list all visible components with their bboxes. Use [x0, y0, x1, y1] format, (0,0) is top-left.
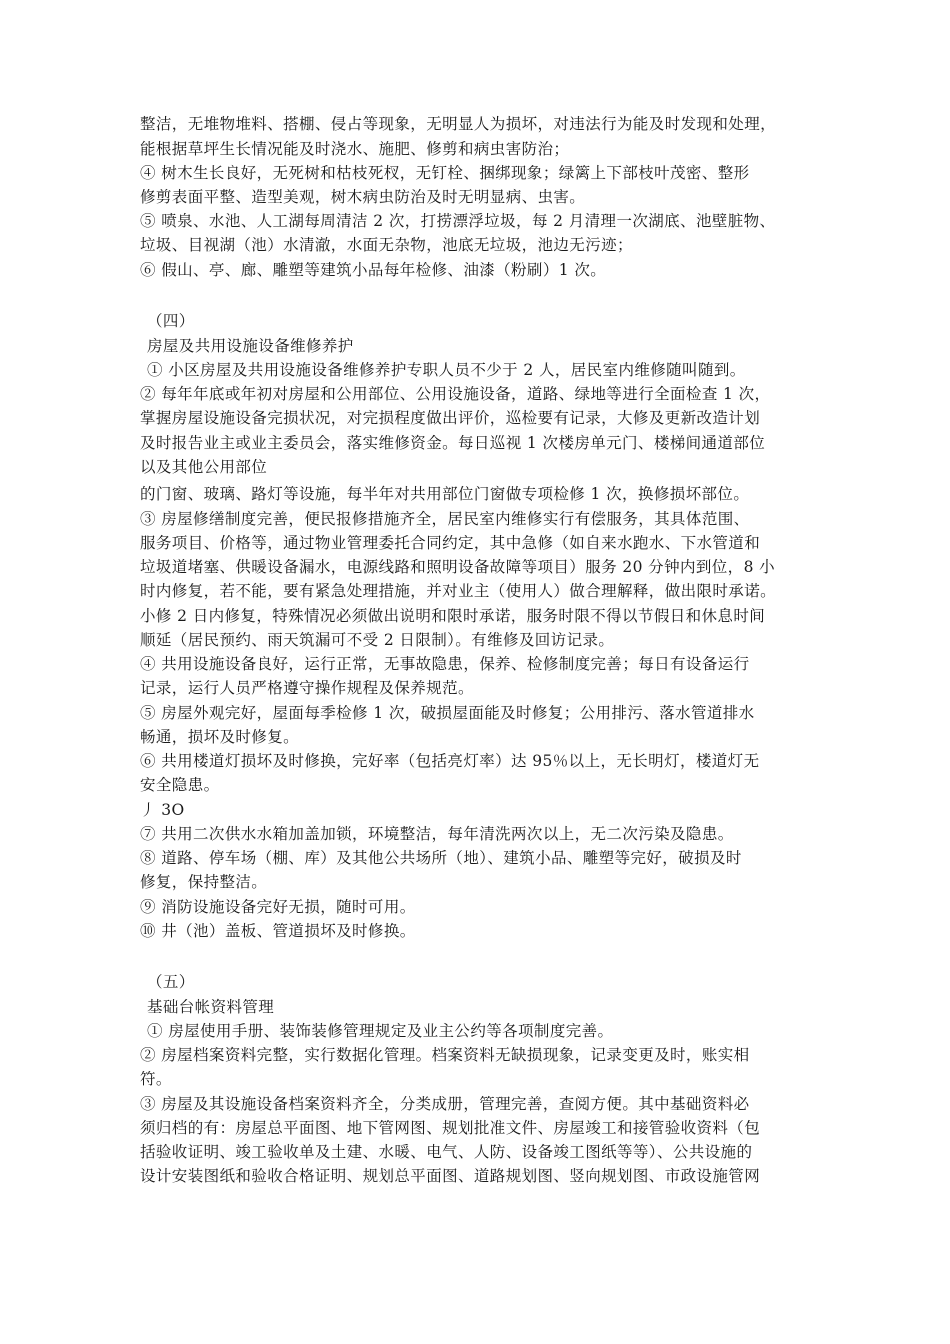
- text-line: ⑤ 喷泉、水池、人工湖每周清洁 2 次，打捞漂浮垃圾，每 2 月清理一次湖底、池壁脏物、: [140, 212, 776, 230]
- text-line: 垃圾道堵塞、供暖设备漏水，电源线路和照明设备故障等项目）服务 20 分钟内到位，8 小: [140, 558, 776, 576]
- text-line: ② 房屋档案资料完整，实行数据化管理。档案资料无缺损现象，记录变更及时，账实相: [140, 1046, 750, 1064]
- text-line: 的门窗、玻璃、路灯等设施，每半年对共用部位门窗做专项检修 1 次，换修损坏部位。: [140, 485, 750, 503]
- text-line: 服务项目、价格等，通过物业管理委托合同约定，其中急修（如自来水跑水、下水管道和: [140, 534, 761, 552]
- section-number: （四）: [147, 312, 195, 330]
- text-line: ⑥ 共用楼道灯损坏及时修换，完好率（包括亮灯率）达 95％以上，无长明灯，楼道灯无: [140, 752, 760, 770]
- text-line: ① 房屋使用手册、装饰装修管理规定及业主公约等各项制度完善。: [147, 1022, 614, 1040]
- text-line: ④ 共用设施设备良好，运行正常，无事故隐患，保养、检修制度完善；每日有设备运行: [140, 655, 750, 673]
- text-line: ⑩ 井（池）盖板、管道损坏及时修换。: [140, 922, 416, 940]
- text-line: 修复，保持整洁。: [140, 873, 268, 891]
- text-line: ③ 房屋及其设施设备档案资料齐全，分类成册，管理完善，查阅方便。其中基础资料必: [140, 1095, 750, 1113]
- section-heading: 房屋及共用设施设备维修养护: [147, 337, 354, 355]
- text-line: ⑧ 道路、停车场（棚、库）及其他公共场所（地）、建筑小品、雕塑等完好，破损及时: [140, 849, 742, 867]
- text-line: ③ 房屋修缮制度完善，便民报修措施齐全，居民室内维修实行有偿服务，其具体范围、: [140, 510, 750, 528]
- text-line: 修剪表面平整、造型美观，树木病虫防治及时无明显病、虫害。: [140, 188, 586, 206]
- text-line: 整洁，无堆物堆料、搭棚、侵占等现象，无明显人为损坏，对违法行为能及时发现和处理，: [140, 115, 777, 133]
- text-line: 设计安装图纸和验收合格证明、规划总平面图、道路规划图、竖向规划图、市政设施管网: [140, 1167, 761, 1185]
- text-line: 括验收证明、竣工验收单及土建、水暖、电气、人防、设备竣工图纸等等）、公共设施的: [140, 1143, 753, 1161]
- text-line: 能根据草坪生长情况能及时浇水、施肥、修剪和病虫害防治；: [140, 140, 570, 158]
- text-line: ④ 树木生长良好，无死树和枯枝死杈，无钉栓、捆绑现象；绿篱上下部枝叶茂密、整形: [140, 164, 750, 182]
- text-line: ⑤ 房屋外观完好，屋面每季检修 1 次，破损屋面能及时修复；公用排污、落水管道排水: [140, 704, 755, 722]
- text-line: ⑥ 假山、亭、廊、雕塑等建筑小品每年检修、油漆（粉刷）1 次。: [140, 261, 607, 279]
- text-line: 以及其他公用部位: [140, 458, 268, 476]
- text-line: 掌握房屋设施设备完损状况，对完损程度做出评价，巡检要有记录，大修及更新改造计划: [140, 409, 761, 427]
- text-line: 小修 2 日内修复，特殊情况必须做出说明和限时承诺，服务时限不得以节假日和休息时间: [140, 607, 766, 625]
- section-heading: 基础台帐资料管理: [147, 998, 275, 1016]
- text-line: 垃圾、目视湖（池）水清澈，水面无杂物，池底无垃圾，池边无污迹；: [140, 236, 633, 254]
- text-line: 安全隐患。: [140, 776, 220, 794]
- text-line: 及时报告业主或业主委员会，落实维修资金。每日巡视 1 次楼房单元门、楼梯间通道部位: [140, 434, 766, 452]
- text-line: 记录，运行人员严格遵守操作规程及保养规范。: [140, 679, 474, 697]
- text-line: ⑨ 消防设施设备完好无损，随时可用。: [140, 898, 416, 916]
- text-line: 畅通，损坏及时修复。: [140, 728, 300, 746]
- text-line: 符。: [140, 1070, 172, 1088]
- text-line: ② 每年年底或年初对房屋和公用部位、公用设施设备，道路、绿地等进行全面检查 1 次，: [140, 385, 771, 403]
- text-line: 顺延（居民预约、雨天筑漏可不受 2 日限制）。有维修及回访记录。: [140, 631, 615, 649]
- text-line: 丿 3O: [140, 801, 185, 819]
- text-line: 时内修复，若不能，要有紧急处理措施，并对业主（使用人）做合理解释，做出限时承诺。: [140, 582, 777, 600]
- text-line: ⑦ 共用二次供水水箱加盖加锁，环境整洁，每年清洗两次以上，无二次污染及隐患。: [140, 825, 734, 843]
- text-line: ① 小区房屋及共用设施设备维修养护专职人员不少于 2 人，居民室内维修随叫随到。: [147, 361, 746, 379]
- section-number: （五）: [147, 973, 195, 991]
- text-line: 须归档的有：房屋总平面图、地下管网图、规划批准文件、房屋竣工和接管验收资料（包: [140, 1119, 761, 1137]
